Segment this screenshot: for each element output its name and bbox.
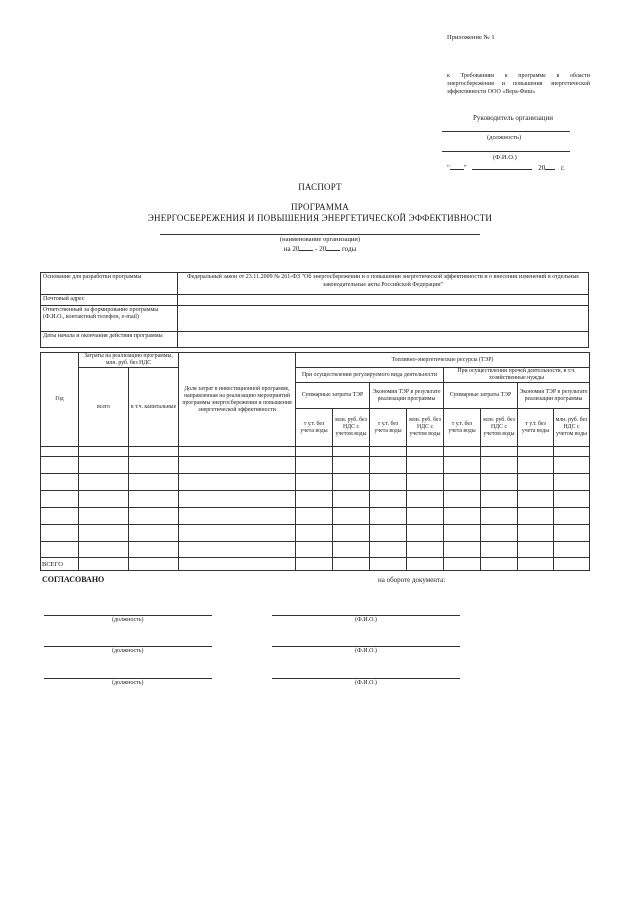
unit-rub-header: млн. руб. без НДС с учетом воды (333, 409, 370, 447)
agreed-name-caption-2: (Ф.И.О.) (355, 648, 377, 654)
appendix-label: Приложение № 1 (447, 34, 495, 41)
agreed-position-line-3 (44, 678, 212, 679)
period-start-blank (299, 250, 313, 251)
unit-tut-header: т у.т. без учета воды (296, 409, 333, 447)
passport-row-label: Основание для разработки программы (41, 273, 178, 295)
approval-date (447, 164, 565, 173)
year-header: Год (41, 353, 79, 447)
agreed-label: СОГЛАСОВАНО (42, 575, 105, 584)
date-quote-open: " (447, 164, 450, 172)
date-year-prefix: 20 (538, 164, 546, 172)
costs-header: Затраты на реализацию программы, млн. руб. без НДС (79, 353, 179, 368)
agreed-position-caption-2: (должность) (112, 648, 144, 654)
org-caption: (наименование организации) (279, 236, 361, 243)
table-row (41, 491, 590, 508)
header-row (41, 368, 590, 383)
costs-capital-header: в т.ч. капитальные (129, 368, 179, 447)
costs-total-header: всего (79, 368, 129, 447)
period-suffix: годы (341, 245, 357, 253)
passport-row-label: Даты начала и окончания действия программы (41, 331, 178, 347)
regulated-header: При осуществлении регулируемого вида деятельности (296, 368, 444, 383)
agreed-name-line-2 (272, 646, 460, 647)
passport-row-value (178, 331, 589, 347)
program-subtitle: ЭНЕРГОСБЕРЕЖЕНИЯ И ПОВЫШЕНИЯ ЭНЕРГЕТИЧЕСКОЙ ЭФФЕКТИВНОСТИ (147, 213, 493, 223)
agreed-name-caption-3: (Ф.И.О.) (355, 680, 377, 686)
agreed-name-caption-1: (Ф.И.О.) (355, 617, 377, 623)
other-total-header: Суммарные затраты ТЭР (444, 383, 518, 409)
org-name-line (160, 234, 480, 235)
agreed-position-caption-3: (должность) (112, 680, 144, 686)
approval-position-caption: (должность) (487, 134, 522, 141)
approval-name-caption: (Ф.И.О.) (493, 154, 517, 161)
agreed-name-line-1 (272, 615, 460, 616)
passport-row (41, 273, 589, 295)
passport-row (41, 305, 589, 331)
passport-row-value (178, 295, 589, 306)
regulated-economy-header: Экономия ТЭР в результате реализации программы (370, 383, 444, 409)
unit-rub-header: млн. руб. без НДС с учетом воды (481, 409, 518, 447)
date-day-blank (450, 169, 464, 170)
header-row (41, 353, 590, 368)
share-header: Доля затрат в инвестиционной программе, направленная на реализацию мероприятий программы энергосбережения и повышения энергетической эффективности (179, 353, 296, 447)
period-end-blank (326, 250, 340, 251)
passport-info-table (40, 272, 589, 348)
agreed-position-caption-1: (должность) (112, 617, 144, 623)
table-row (41, 474, 590, 491)
program-period (0, 245, 640, 254)
passport-row (41, 331, 589, 347)
table-row (41, 542, 590, 558)
date-year-suffix: г. (560, 164, 565, 172)
unit-tut-header: т у.т. без учета воды (370, 409, 407, 447)
other-economy-header: Экономия ТЭР в результате реализации программы (518, 383, 590, 409)
date-month-blank (472, 169, 532, 170)
unit-tut-header: т у.т. без учета воды (444, 409, 481, 447)
approval-head: Руководитель организации (473, 114, 553, 122)
agreed-name-line-3 (272, 678, 460, 679)
period-prefix: на 20 (283, 245, 300, 253)
table-row (41, 525, 590, 542)
unit-rub-header: млн. руб. без НДС с учетом воды (407, 409, 444, 447)
unit-rub-header: млн. руб. без НДС с учетом воды (554, 409, 590, 447)
passport-row-label: Ответственный за формирование программы (Ф.И.О., контактный телефон, e-mail) (41, 305, 178, 331)
agreed-position-line-1 (44, 615, 212, 616)
approval-position-line (442, 131, 570, 132)
table-row (41, 447, 590, 457)
passport-row (41, 295, 589, 306)
date-year-blank (545, 169, 555, 170)
date-quote-close: " (463, 164, 467, 172)
agreed-position-line-2 (44, 646, 212, 647)
period-dash: - 20 (315, 245, 327, 253)
passport-title: ПАСПОРТ (298, 182, 342, 192)
program-title: ПРОГРАММА (291, 202, 349, 212)
table-row (41, 508, 590, 525)
total-row-label: ВСЕГО (41, 558, 79, 571)
appendix-text: к Требованиям к программе в области энергосбережения и повышения энергетической эффективности ООО «Вера-Фиш» (447, 73, 590, 95)
total-row (41, 558, 590, 571)
table-row (41, 457, 590, 474)
regulated-total-header: Суммарные затраты ТЭР (296, 383, 370, 409)
reverse-label: на обороте документа: (378, 576, 446, 584)
fer-header: Топливно-энергетические ресурсы (ТЭР) (296, 353, 590, 368)
approval-name-line (442, 151, 570, 152)
unit-tut-header: т у.т. без учета воды (518, 409, 554, 447)
program-costs-table (40, 352, 590, 571)
passport-row-value: Федеральный закон от 23.11.2009 № 261-ФЗ "Об энергосбережении и о повышении энергетической эффективности и о внесении изменений в отдельные законодательные акты Российской Федерации" (178, 273, 589, 295)
passport-row-value (178, 305, 589, 331)
passport-row-label: Почтовый адрес (41, 295, 178, 306)
other-header: При осуществлении прочей деятельности, в т.ч. хозяйственные нужды (444, 368, 590, 383)
